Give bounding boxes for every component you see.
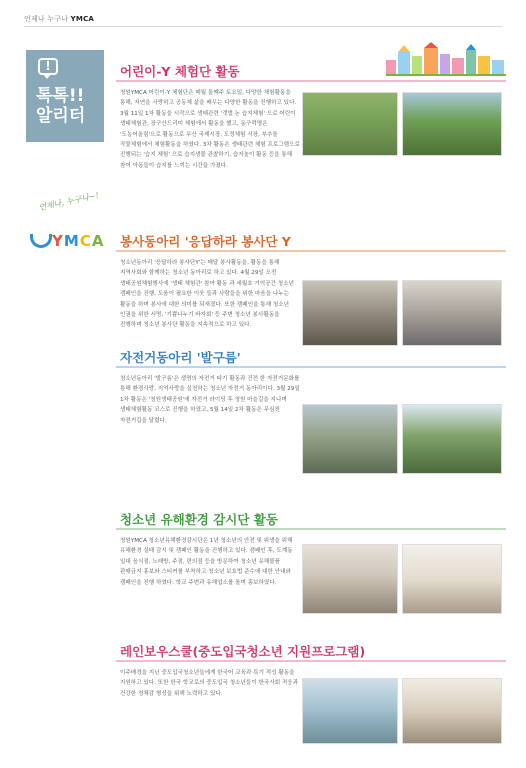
photo-bicycle-group-temple xyxy=(302,404,398,474)
sidebar-title-line1: 톡톡!! xyxy=(36,86,85,106)
photo-volunteer-group xyxy=(402,280,502,346)
ymca-logo xyxy=(26,190,106,266)
section-bicycle-club xyxy=(116,348,506,492)
logo-letter-m: M xyxy=(63,232,80,250)
section-children-y xyxy=(116,62,506,206)
section-text: 청원YMCA 청소년유해환경감시단은 1년 청소년의 안전 및 위생을 위해 유해환경 실태 감시 및 캠페인 활동을 진행하고 있다. 캠페인 후, 도계동 일대 음식점, 노래방, 주점, 편의점 등을 방문하여 청소년 유해물품 판매금지 홍보와 스티커를 부착하고 청소년 보호법 준수에 대한 안내와 캠페인을 진행 하였다. 학교 주변과 유해업소를 돌며 홍보하였다. xyxy=(120,538,293,586)
sidebar-title xyxy=(36,86,85,126)
smile-icon xyxy=(30,234,52,248)
logo-wordmark xyxy=(52,232,104,250)
sidebar-title-box xyxy=(26,50,104,142)
logo-letter-a: A xyxy=(91,232,105,250)
photo-children-nature xyxy=(402,92,502,156)
sidebar-title-line2: 알리터 xyxy=(36,106,86,126)
photo-volunteer-ceremony xyxy=(302,280,398,346)
logo-letter-c: C xyxy=(79,232,92,250)
logo-letter-y: Y xyxy=(52,232,64,250)
page-header xyxy=(24,14,94,24)
speech-bubble-icon xyxy=(38,58,58,75)
photo-bicycle-riders xyxy=(402,404,502,474)
photo-students-classroom xyxy=(302,678,398,744)
section-text: 청소년동아리 '발구름'은 생명의 자전거 타기 활동과 건전 한 자전거문화를 통해 환경사랑, 지역사랑을 실천하는 청소년 자전거 동아리이다. 3월 29일 1차 활동은 '청원생태공원'에 자전거 라이딩 후 청원 마을길을 지나며 생태체험활동 코스로 진행을 하였고, 5월 14일 2차 활동은 무심천 자전거길을 달렸다. xyxy=(120,376,300,424)
section-title: 레인보우스쿨(중도입국청소년 지원프로그램) xyxy=(116,642,506,662)
section-text: 청소년동아리 '응답하라 봉사단Y'는 매달 봉사활동을, 활동을 통해 지역사회와 함께하는 청소년 동아리로 하고 있다. 4월 29일 오전 생태공원체험행사에 '생태 체험관' 참여 활동 과 세월호 기억공간 청소년 캠페인을 진행, 도움이 필요한 이웃 들과 사람들을 위한 마음을 나누는 활동을 하며 봉사에 대한 의미를 되새겼다. 또한 캠페인을 통해 청소년 인권을 위한 서명, '기쁨나누기 바자회' 등 주변 청소년 봉사활동을 진행하며 청소년 봉사단 활동을 지속적으로 하고 있다. xyxy=(120,260,295,329)
section-title: 자전거동아리 '발구름' xyxy=(116,348,506,368)
section-body xyxy=(116,88,506,206)
section-rainbow-school xyxy=(116,642,506,760)
photo-wetland-activity xyxy=(302,92,398,156)
photo-street-campaign xyxy=(302,544,398,614)
section-text: 청원YMCA 어린이-Y 체험단은 매월 둘째주 토요일, 다양한 체험활동을 통해, 자연을 사랑하고 공동체 삶을 배우는 다양한 활동을 진행하고 있다. 3월 11일 1차 활동을 시작으로 생태관련 '갯벌 논 습지체험' 으로 어린이 생태체험관, 장구산드리미 체험에서 활동을 했고, 동구럭명은 '도농어울림'으로 활동으로 무산 국제시장, 도정체험 시장, 부추돌 작물체험에서 체험활동을 하였다. 3차 활동은 생태관련 체험 프로그램으로 진행되는 '습지 체험' 으로 습지생물 관찰하기, 습지놀이 활동 등을 통해 참여 아동들이 습지를 느끼는 시간을 가졌다. xyxy=(120,90,300,169)
section-title: 어린이-Y 체험단 활동 xyxy=(116,62,506,82)
section-title: 청소년 유해환경 감시단 활동 xyxy=(116,510,506,530)
header-brand: YMCA xyxy=(70,15,95,23)
section-title: 봉사동아리 '응답하라 봉사단 Y xyxy=(116,232,506,252)
section-body xyxy=(116,668,506,760)
section-text: 이주배경을 지닌 중도입국청소년들에게 한국어 교육과 특기 적성 활동을 지원하고 있다. 또한 한국 학교로의 중도입국 청소년들이 한국사회 적응과 건강한 정체감 형성을 위해 노력하고 있다. xyxy=(120,670,299,697)
photo-students-activity xyxy=(402,678,502,744)
section-harmful-env-monitor xyxy=(116,510,506,640)
photo-campaign-banner xyxy=(402,544,502,614)
section-body xyxy=(116,374,506,492)
logo-slogan: 언제나, 누구나~! xyxy=(37,190,100,213)
header-divider xyxy=(24,26,502,27)
bubble-glyph: ! xyxy=(45,59,51,73)
header-text: 언제나 누구나 xyxy=(24,15,69,23)
section-body xyxy=(116,536,506,640)
